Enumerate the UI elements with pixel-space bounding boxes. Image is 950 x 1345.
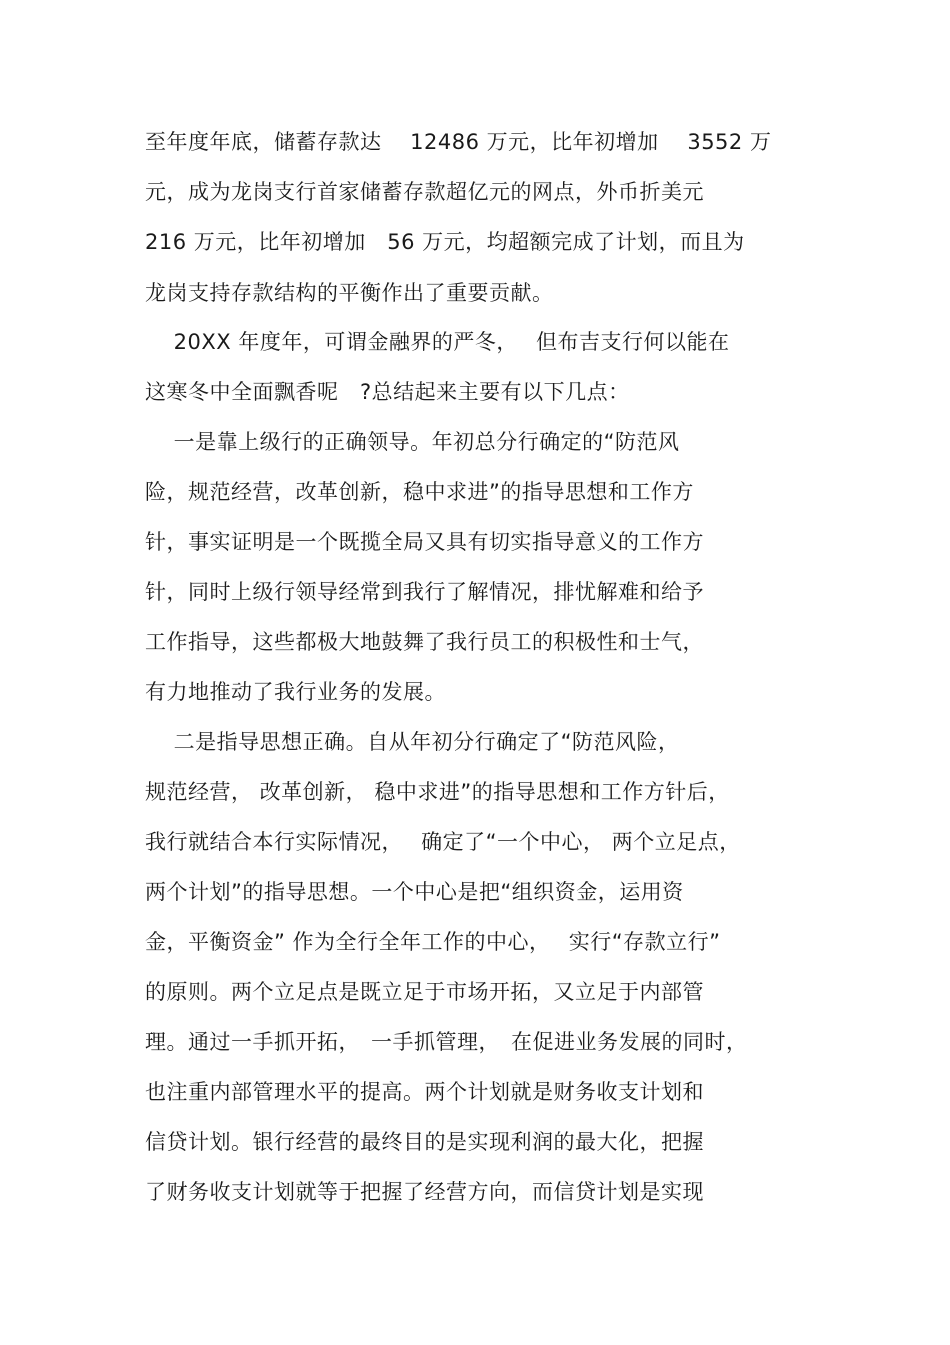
text-line: 20XX 年度年，可谓金融界的严冬， 但布吉支行何以能在 bbox=[145, 330, 730, 354]
text-line: 龙岗支持存款结构的平衡作出了重要贡献。 bbox=[145, 281, 554, 305]
text-line: 险，规范经营，改革创新，稳中求进”的指导思想和工作方 bbox=[145, 480, 694, 504]
text-line: 一是靠上级行的正确领导。年初总分行确定的“防范风 bbox=[145, 430, 680, 454]
text-line: 针，同时上级行领导经常到我行了解情况，排忧解难和给予 bbox=[145, 580, 704, 604]
text-line: 理。通过一手抓开拓， 一手抓管理， 在促进业务发展的同时， bbox=[145, 1030, 748, 1054]
text-line: 了财务收支计划就等于把握了经营方向，而信贷计划是实现 bbox=[145, 1180, 704, 1204]
text-line: 元，成为龙岗支行首家储蓄存款超亿元的网点，外币折美元 bbox=[145, 180, 704, 204]
text-line: 我行就结合本行实际情况， 确定了“一个中心， 两个立足点， bbox=[145, 830, 741, 854]
text-line: 金，平衡资金” 作为全行全年工作的中心， 实行“存款立行” bbox=[145, 930, 721, 954]
text-line: 的原则。两个立足点是既立足于市场开拓，又立足于内部管 bbox=[145, 980, 704, 1004]
text-line: 这寒冬中全面飘香呢 ?总结起来主要有以下几点： bbox=[145, 380, 630, 404]
text-line: 规范经营， 改革创新， 稳中求进”的指导思想和工作方针后， bbox=[145, 780, 730, 804]
text-line: 有力地推动了我行业务的发展。 bbox=[145, 680, 446, 704]
text-line: 216 万元，比年初增加 56 万元，均超额完成了计划，而且为 bbox=[145, 230, 745, 254]
text-line: 至年度年底，储蓄存款达 12486 万元，比年初增加 3552 万 bbox=[145, 130, 772, 154]
text-line: 信贷计划。银行经营的最终目的是实现利润的最大化，把握 bbox=[145, 1130, 704, 1154]
text-line: 针，事实证明是一个既揽全局又具有切实指导意义的工作方 bbox=[145, 530, 704, 554]
text-line: 也注重内部管理水平的提高。两个计划就是财务收支计划和 bbox=[145, 1080, 704, 1104]
text-line: 二是指导思想正确。自从年初分行确定了“防范风险， bbox=[145, 730, 680, 754]
text-line: 工作指导，这些都极大地鼓舞了我行员工的积极性和士气， bbox=[145, 630, 704, 654]
text-line: 两个计划”的指导思想。一个中心是把“组织资金，运用资 bbox=[145, 880, 684, 904]
